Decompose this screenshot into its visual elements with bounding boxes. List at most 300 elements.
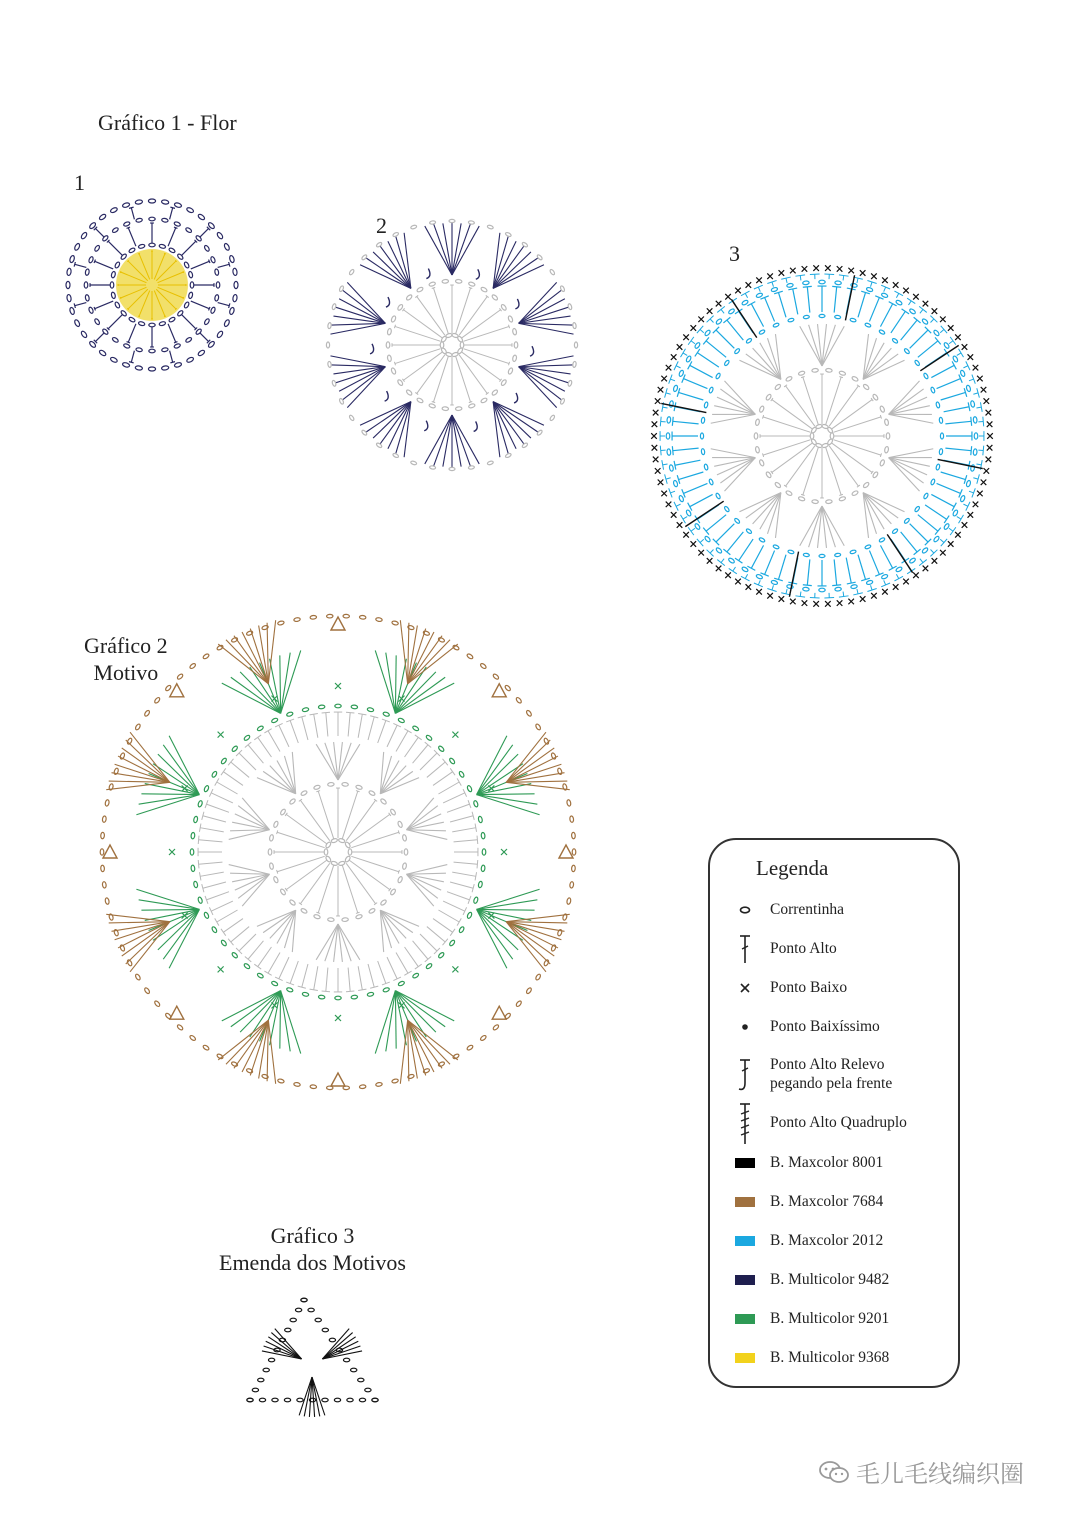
fan-stitch	[281, 991, 301, 1054]
quadruple-treble	[661, 403, 706, 412]
stitch-post	[248, 745, 263, 763]
chain-stitch	[197, 213, 205, 220]
swatch-fill	[735, 1197, 755, 1207]
fan-stitch	[408, 1020, 426, 1075]
stitch-top	[803, 585, 812, 586]
stitch-post	[786, 589, 787, 594]
chain-stitch	[701, 417, 705, 423]
single-crochet	[651, 433, 657, 439]
chain-stitch	[349, 415, 355, 422]
chain-stitch	[326, 342, 329, 348]
stitch-post	[778, 555, 786, 580]
chain-stitch	[886, 433, 890, 439]
fan-stitch	[477, 795, 538, 805]
stitch-top	[322, 991, 330, 992]
stitch-post	[168, 324, 176, 342]
chain-stitch	[203, 912, 209, 919]
stitch-post	[807, 287, 810, 313]
stitch-top	[221, 929, 226, 936]
stitch-post	[218, 303, 230, 306]
chain-stitch	[185, 337, 192, 344]
chain-stitch	[295, 1308, 301, 1312]
chain-stitch	[128, 247, 135, 253]
single-crochet	[837, 600, 843, 606]
chain-stitch	[487, 460, 494, 465]
chain-stitch	[301, 1298, 307, 1302]
chain-stitch	[332, 303, 337, 310]
chain-stitch	[468, 281, 475, 286]
chain-stitch	[165, 1012, 172, 1019]
stitch-top	[74, 262, 75, 267]
single-crochet	[655, 398, 661, 404]
fan-stitch	[360, 265, 411, 289]
chain-stitch	[247, 1398, 253, 1402]
stitch-post	[75, 303, 87, 306]
fan-stitch	[863, 348, 891, 379]
stitch-post	[683, 353, 687, 356]
stitch-top	[463, 789, 467, 797]
chain-stitch	[386, 342, 390, 348]
stitch-post	[857, 278, 858, 283]
stitch-top	[264, 971, 271, 975]
stitch-post	[803, 447, 818, 495]
legend-row-color-2012	[710, 1223, 960, 1259]
fan-stitch	[130, 922, 170, 972]
stitch-top	[404, 971, 411, 975]
chain-stitch	[269, 834, 274, 841]
chain-stitch	[191, 865, 195, 872]
stitch-top	[398, 830, 399, 834]
stitch-top	[254, 735, 261, 740]
stitch-top	[277, 830, 278, 834]
chain-stitch	[771, 580, 778, 585]
chain-stitch	[939, 448, 943, 454]
chain-stitch	[774, 383, 781, 390]
chain-stitch	[211, 771, 217, 778]
stitch-post	[454, 862, 478, 864]
chain-stitch	[300, 790, 307, 796]
chain-stitch	[812, 500, 819, 504]
single-crochet	[871, 593, 877, 599]
stitch-post	[772, 585, 774, 590]
chain-stitch	[216, 644, 223, 650]
single-crochet	[735, 288, 741, 294]
chain-stitch	[231, 637, 238, 643]
single-crochet	[848, 268, 854, 274]
chain-stitch	[788, 318, 795, 323]
chain-stitch	[331, 838, 338, 843]
chain-stitch	[190, 282, 194, 288]
flower-step-3-diagram	[651, 265, 993, 606]
chain-stitch	[543, 738, 549, 745]
stitch-post	[871, 282, 873, 287]
stitch-top	[394, 325, 395, 328]
fan-stitch	[711, 414, 756, 423]
single-crochet	[825, 265, 831, 271]
chain-stitch	[325, 855, 332, 862]
stitch-post	[168, 228, 176, 246]
chain-stitch	[397, 304, 404, 311]
fan-stitch	[506, 732, 546, 782]
stitch-post	[342, 791, 357, 839]
stitch-post	[778, 292, 786, 317]
fan-stitch	[250, 1020, 268, 1075]
chain-stitch	[412, 725, 419, 731]
stitch-top	[432, 401, 435, 402]
stitch-top	[688, 337, 694, 345]
stitch-top	[74, 303, 75, 308]
single-crochet	[652, 445, 658, 451]
swatch-fill	[735, 1275, 755, 1285]
chain-stitch	[884, 419, 889, 426]
stitch-post	[973, 478, 978, 479]
chain-stitch	[914, 360, 920, 367]
chain-stitch	[879, 405, 885, 412]
stitch-top	[170, 362, 175, 363]
stitch-top	[741, 291, 750, 296]
stitch-top	[356, 912, 360, 913]
fan-stitch	[268, 1020, 275, 1084]
chain-stitch	[387, 355, 392, 362]
chain-stitch	[678, 370, 684, 377]
motif-diagram	[100, 614, 576, 1090]
chain-stitch	[835, 587, 842, 591]
fan-stitch	[169, 909, 199, 968]
single-crochet	[973, 502, 979, 508]
fan-stitch	[452, 224, 470, 275]
chain-stitch	[458, 771, 464, 778]
chain-stitch	[327, 322, 331, 328]
grafico2-title-line2: Motivo	[93, 660, 159, 685]
chain-stitch	[467, 785, 473, 792]
chain-stitch	[136, 218, 143, 223]
chain-stitch	[159, 244, 166, 249]
chain-stitch	[186, 207, 194, 214]
chain-stitch	[850, 318, 857, 323]
chain-stitch	[734, 348, 741, 355]
chain-stitch	[380, 899, 387, 906]
chain-stitch	[819, 280, 825, 284]
stitch-post	[973, 393, 978, 394]
chain-stitch	[268, 849, 272, 855]
single-crochet	[671, 512, 677, 518]
chain-stitch	[112, 337, 119, 344]
stitch-post	[348, 968, 350, 992]
chain-stitch	[755, 419, 760, 426]
chain-stitch	[148, 199, 155, 203]
chain-stitch	[827, 426, 834, 433]
chain-stitch	[110, 207, 118, 214]
chain-stitch	[123, 343, 130, 349]
chain-stitch	[310, 1085, 317, 1089]
fan-stitch	[280, 655, 281, 713]
chain-stitch	[851, 376, 858, 382]
single-crochet	[790, 599, 796, 605]
chain-stitch	[803, 315, 809, 319]
fan-stitch	[863, 493, 891, 524]
chain-stitch	[819, 314, 825, 317]
stitch-post	[721, 309, 724, 313]
chain-stitch	[567, 380, 572, 387]
fan-stitch	[141, 909, 199, 910]
stitch-post	[896, 574, 898, 578]
chain-stitch	[216, 330, 223, 338]
chain-stitch	[277, 620, 284, 625]
chain-stitch	[715, 547, 722, 554]
color-swatch	[732, 1262, 758, 1298]
color-swatch	[732, 1340, 758, 1376]
single-crochet	[658, 387, 664, 393]
stitch-post	[803, 377, 818, 425]
fan-stitch	[281, 650, 301, 713]
chain-stitch	[144, 710, 151, 717]
chain-stitch	[685, 355, 691, 362]
chain-stitch	[102, 816, 106, 823]
chain-stitch	[543, 959, 549, 966]
stitch-top	[209, 307, 210, 310]
chain-stitch	[252, 1388, 258, 1392]
chain-stitch	[500, 379, 507, 386]
chain-stitch	[84, 282, 88, 288]
chain-stitch	[258, 1378, 264, 1382]
chain-stitch	[773, 323, 780, 328]
chain-stitch	[834, 315, 840, 319]
legend-row-color-9201	[710, 1301, 960, 1337]
stitch-post	[793, 289, 798, 315]
quadruple-treble	[845, 275, 854, 320]
stitch-post	[969, 379, 974, 381]
chain-stitch	[355, 785, 362, 790]
fan-stitch	[136, 795, 199, 815]
chain-stitch	[429, 465, 435, 469]
stitch-post	[413, 745, 428, 763]
stitch-post	[75, 264, 87, 267]
single-crochet	[661, 376, 667, 382]
stitch-top	[935, 528, 941, 535]
chain-stitch	[284, 1398, 290, 1402]
chain-stitch	[549, 415, 555, 422]
chain-stitch	[328, 918, 335, 922]
stitch-post	[834, 559, 837, 585]
chain-stitch	[438, 745, 445, 752]
stitch-post	[763, 440, 811, 455]
chain-stitch	[457, 335, 464, 342]
fan-stitch	[115, 922, 170, 940]
chain-stitch	[66, 294, 71, 302]
chain-stitch	[678, 495, 684, 502]
fan-stitch	[139, 900, 200, 910]
stitch-top	[209, 907, 213, 915]
single-crochet	[860, 596, 866, 602]
chain-stitch	[112, 227, 119, 234]
chain-stitch	[879, 329, 886, 335]
fan-stitch	[506, 922, 546, 972]
stitch-top	[245, 956, 251, 961]
chain-stitch	[149, 217, 155, 221]
chain-stitch	[335, 704, 341, 708]
chain-stitch	[788, 550, 795, 555]
single-crochet	[677, 344, 683, 350]
chain-stitch	[154, 697, 161, 704]
chain-stitch	[263, 1368, 269, 1372]
post-stitch	[530, 346, 534, 356]
stitch-post	[758, 580, 760, 585]
chain-stitch	[895, 299, 902, 305]
stitch-top	[914, 549, 921, 555]
legend-row-front-post	[710, 1053, 960, 1097]
chain-stitch	[741, 566, 748, 572]
chain-stitch	[149, 243, 155, 247]
chain-stitch	[402, 834, 407, 841]
single-crochet	[790, 268, 796, 274]
stitch-post	[200, 872, 224, 876]
stitch-top	[914, 317, 921, 323]
chain-stitch	[952, 355, 958, 362]
single-crochet	[666, 365, 672, 371]
stitch-post	[891, 311, 905, 333]
stitch-top	[356, 791, 360, 792]
single-crochet	[653, 410, 659, 416]
chain-stitch	[812, 368, 819, 372]
fan-stitch	[122, 748, 170, 782]
chain-stitch	[119, 944, 125, 951]
grafico3-title-line1: Gráfico 3	[270, 1223, 355, 1248]
chain-stitch	[161, 347, 168, 352]
stitch-top	[215, 778, 219, 785]
chain-stitch	[161, 199, 169, 204]
chain-stitch	[515, 1000, 522, 1007]
chain-stitch	[505, 453, 512, 459]
stitch-post	[896, 293, 898, 297]
stitch-top	[127, 342, 130, 343]
stitch-top	[762, 453, 763, 457]
stitch-post	[733, 567, 736, 571]
chain-stitch	[257, 725, 264, 731]
stitch-post	[918, 515, 938, 531]
chain-stitch	[88, 307, 94, 314]
quadruple-treble	[789, 552, 798, 597]
stitch-post	[290, 720, 298, 743]
stitch-post	[387, 957, 397, 979]
stitch-top	[127, 227, 130, 228]
chain-stitch	[936, 464, 941, 471]
stitch-top	[881, 583, 890, 587]
chain-stitch	[111, 271, 116, 278]
chain-stitch	[189, 1035, 196, 1042]
stitch-top	[229, 262, 230, 267]
post-stitch	[424, 421, 428, 431]
fan-stitch	[493, 258, 538, 288]
chain-stitch	[380, 798, 387, 805]
chain-stitch	[127, 738, 133, 745]
stitch-post	[420, 753, 437, 770]
chain-stitch	[455, 279, 462, 283]
single-crochet	[968, 512, 974, 518]
stitch-post	[673, 421, 699, 424]
stitch-top	[832, 585, 841, 586]
chain-stitch	[383, 711, 390, 717]
stitch-post	[223, 772, 243, 786]
chain-stitch	[159, 321, 166, 326]
legend-row-color-7684	[710, 1184, 960, 1220]
single-crochet	[218, 732, 224, 738]
fan-stitch	[477, 795, 540, 815]
stitch-post	[763, 417, 811, 432]
chain-stitch	[909, 557, 916, 564]
stitch-top	[346, 991, 354, 992]
stitch-top	[880, 453, 881, 457]
chain-stitch	[297, 1398, 303, 1402]
stitch-top	[950, 527, 956, 535]
chain-stitch	[216, 1053, 223, 1059]
stitch-post	[937, 483, 961, 493]
chain-stitch	[204, 245, 211, 252]
chain-stitch	[666, 433, 670, 439]
stitch-post	[300, 863, 329, 903]
stitch-top	[198, 860, 199, 868]
chain-stitch	[921, 318, 928, 325]
stitch-post	[940, 329, 944, 332]
fan-stitch	[863, 493, 898, 518]
fan-stitch	[506, 748, 554, 782]
stitch-top	[346, 712, 354, 713]
chain-stitch	[322, 1328, 328, 1332]
stitch-post	[200, 828, 224, 832]
single-crochet	[501, 849, 507, 855]
stitch-post	[706, 515, 726, 531]
stitch-post	[128, 324, 136, 342]
chain-stitch	[66, 281, 70, 288]
step-number-3: 3	[729, 241, 740, 266]
stitch-top	[477, 836, 478, 844]
fan-stitch	[229, 830, 270, 840]
stitch-top	[254, 964, 261, 969]
fan-stitch	[408, 644, 458, 684]
chain-stitch	[368, 908, 375, 914]
chain-stitch	[202, 1044, 209, 1051]
chain-stitch	[302, 707, 309, 712]
single-crochet	[335, 683, 341, 689]
chain-stitch	[223, 319, 230, 327]
single-crochet	[871, 273, 877, 279]
swatch-fill	[735, 1236, 755, 1246]
stitch-post	[843, 592, 844, 597]
stitch-top	[228, 939, 233, 945]
chain-stitch	[933, 329, 940, 336]
stitch-post	[910, 524, 928, 542]
stitch-post	[949, 341, 953, 344]
chain-stitch	[272, 1398, 278, 1402]
chain-stitch	[161, 365, 169, 370]
stitch-post	[663, 464, 668, 465]
chain-stitch	[500, 304, 507, 311]
stitch-top	[839, 596, 849, 597]
chain-stitch	[863, 482, 870, 489]
chain-stitch	[203, 785, 209, 792]
chain-stitch	[895, 566, 902, 572]
single-crochet	[977, 376, 983, 382]
chain-stitch	[715, 493, 721, 500]
chain-stitch	[136, 347, 143, 352]
chain-stitch	[508, 367, 514, 374]
stitch-post	[286, 860, 326, 889]
chain-stitch	[351, 995, 358, 999]
chain-stitch	[449, 939, 456, 946]
chain-stitch	[349, 269, 355, 276]
stitch-top	[717, 560, 725, 566]
stitch-post	[940, 539, 944, 542]
chain-stitch	[80, 330, 87, 338]
